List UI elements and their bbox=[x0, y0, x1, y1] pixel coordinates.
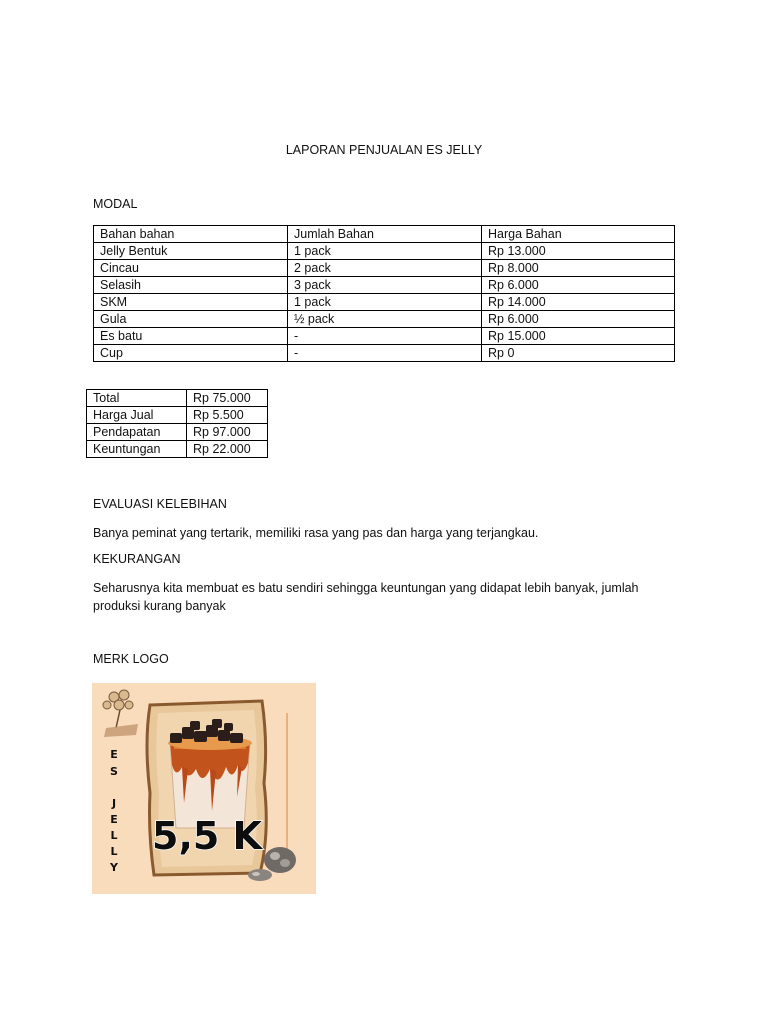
table-row bbox=[94, 345, 675, 362]
table-row bbox=[94, 260, 675, 277]
table-cell: Rp 6.000 bbox=[482, 277, 675, 294]
table-cell: Es batu bbox=[94, 328, 288, 345]
brand-side-letter: Y bbox=[110, 861, 118, 874]
brand-side-letter: J bbox=[111, 797, 117, 810]
table-cell: Rp 15.000 bbox=[482, 328, 675, 345]
table-cell: Rp 13.000 bbox=[482, 243, 675, 260]
table-row bbox=[87, 441, 268, 458]
header-cell: Jumlah Bahan bbox=[288, 226, 482, 243]
table-cell: Gula bbox=[94, 311, 288, 328]
evaluation-text: Banya peminat yang tertarik, memiliki rasa yang pas dan harga yang terjangkau. bbox=[93, 526, 539, 540]
page-title: LAPORAN PENJUALAN ES JELLY bbox=[285, 143, 483, 157]
brand-side-letter: E bbox=[110, 813, 118, 826]
table-cell: 2 pack bbox=[288, 260, 482, 277]
weakness-heading: KEKURANGAN bbox=[93, 552, 181, 566]
table-cell: Total bbox=[87, 390, 187, 407]
table-cell: Cup bbox=[94, 345, 288, 362]
table-row bbox=[87, 424, 268, 441]
brand-side-letter: L bbox=[110, 845, 118, 858]
table-row bbox=[87, 390, 268, 407]
table-cell: Keuntungan bbox=[87, 441, 187, 458]
table-cell: - bbox=[288, 345, 482, 362]
table-row bbox=[94, 294, 675, 311]
header-cell: Bahan bahan bbox=[94, 226, 288, 243]
table-cell: Rp 5.500 bbox=[187, 407, 268, 424]
weakness-text: Seharusnya kita membuat es batu sendiri sehingga keuntungan yang didapat lebih banyak, jumlah produksi kurang banyak bbox=[93, 581, 639, 613]
table-cell: Rp 0 bbox=[482, 345, 675, 362]
table-row bbox=[94, 328, 675, 345]
table-cell: - bbox=[288, 328, 482, 345]
header-cell: Harga Bahan bbox=[482, 226, 675, 243]
table-header-row bbox=[94, 226, 675, 243]
table-cell: Rp 97.000 bbox=[187, 424, 268, 441]
table-cell: 1 pack bbox=[288, 243, 482, 260]
brand-side-letter: L bbox=[110, 829, 118, 842]
table-cell: 1 pack bbox=[288, 294, 482, 311]
table-cell: Rp 6.000 bbox=[482, 311, 675, 328]
table-cell: Cincau bbox=[94, 260, 288, 277]
table-cell: Pendapatan bbox=[87, 424, 187, 441]
table-row bbox=[94, 277, 675, 294]
brand-side-letter: E bbox=[110, 748, 118, 761]
table-cell: Rp 8.000 bbox=[482, 260, 675, 277]
table-cell: Jelly Bentuk bbox=[94, 243, 288, 260]
table-row bbox=[87, 407, 268, 424]
summary-table bbox=[86, 389, 268, 458]
table-cell: 3 pack bbox=[288, 277, 482, 294]
table-cell: Rp 14.000 bbox=[482, 294, 675, 311]
table-cell: Rp 22.000 bbox=[187, 441, 268, 458]
logo-heading: MERK LOGO bbox=[93, 652, 169, 666]
modal-table bbox=[93, 225, 675, 362]
table-cell: ½ pack bbox=[288, 311, 482, 328]
table-cell: Selasih bbox=[94, 277, 288, 294]
evaluation-heading: EVALUASI KELEBIHAN bbox=[93, 497, 227, 511]
table-cell: SKM bbox=[94, 294, 288, 311]
brand-logo bbox=[92, 683, 316, 894]
table-cell: Harga Jual bbox=[87, 407, 187, 424]
brand-side-letter: S bbox=[110, 765, 118, 778]
modal-heading: MODAL bbox=[93, 197, 138, 211]
table-row bbox=[94, 311, 675, 328]
table-cell: Rp 75.000 bbox=[187, 390, 268, 407]
table-row bbox=[94, 243, 675, 260]
logo-price: 5,5 K bbox=[152, 814, 262, 858]
